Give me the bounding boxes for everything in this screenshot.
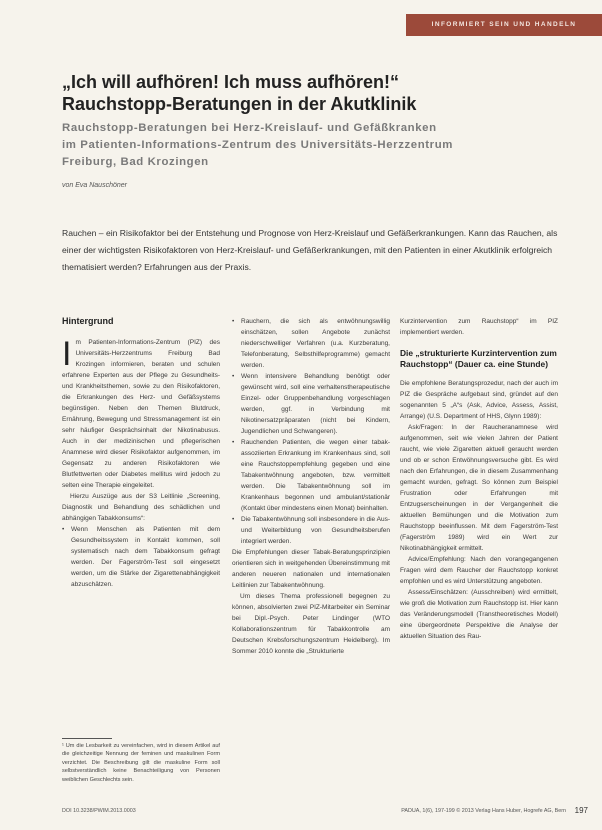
- paragraph: Die empfohlene Beratungsprozedur, nach der auch im PIZ die Gespräche aufgebaut sind, gründet auf den sogenannten 5 „A“s (Ask, Advice, Assess, Assist, Arrange) (U.S. Department of HHS, Glynn 1989):: [400, 380, 558, 420]
- column-3: [400, 316, 558, 642]
- bullet-list: [232, 316, 390, 547]
- paragraph: Hierzu Auszüge aus der S3 Leitlinie „Screening, Diagnostik und Behandlung des schädlichen und abhängigen Tabakkonsums“:: [62, 493, 220, 522]
- column-1: [62, 316, 220, 590]
- paragraph: Um dieses Thema professionell begegnen zu können, absolvierten zwei PIZ-Mitarbeiter ein Seminar bei Dipl.-Psych. Peter Lindinger (WTO Kollaborationszentrum für Tabakkontrolle am Deutschen Krebsforschungszentrum Heidelberg). Im Sommer 2010 konnte die „Strukturierte: [232, 593, 390, 655]
- section-heading-kurzintervention: Die „strukturierte Kurzintervention zum Rauchstopp“ (Dauer ca. eine Stunde): [400, 348, 557, 369]
- list-item: • Wenn intensivere Behandlung benötigt oder gewünscht wird, soll eine verhaltenstherapeutische Einzel- oder Gruppenbehandlung vorgeschlagen werden, ggf. in Verbindung mit Nikotinersatzpräparaten (nicht bei Kindern, Jugendlichen und Schwangeren).: [232, 371, 390, 437]
- drop-cap: I: [62, 335, 72, 373]
- list-item: • Rauchern, die sich als entwöhnungswillig einschätzen, sollen Angebote zunächst niederschwelliger Verfahren (u.a. Kurzberatung, Telefonberatung, Selbsthilfeprogramme) gemacht werden.: [232, 316, 390, 371]
- article-title: [62, 71, 562, 115]
- subtitle-line-3: Freiburg, Bad Krozingen: [62, 156, 209, 168]
- doi-footer: DOI 10.3238/PWIM.2013.0003: [62, 808, 136, 814]
- paragraph: Ask/Fragen: In der Raucheranamnese wird aufgenommen, seit wie vielen Jahren der Patient raucht, wie viele Zigaretten aktuell geraucht werden und ob er schon Entwöhnungsversuche gibt. Es wird nach den Erfahrungen, die in diesem Zusammenhang gemacht wurden, gefragt. So können zum Beispiel Frustration oder Erfahrungen mit Entzugserscheinungen in der Vergangenheit die aktuellen Bemühungen und die Motivation zum Rauchstopp beeinflussen. Mit dem Fagerström-Test (Fagerström 1989) wird ein Wert zur Nikotinabhängigkeit ermittelt.: [400, 424, 558, 552]
- paragraph-text: m Patienten-Informations-Zentrum (PIZ) des Universitäts-Herzzentrums Freiburg Bad Krozingen informieren, beraten und schulen erfahrene Experten aus der Pflege zu Gesundheits- und Krankheitsthemen, sowie zu den Risikofaktoren, die Erkrankungen des Herz- und Gefäßsystems begünstigen. Neben den Themen Blutdruck, Ernährung, Bewegung und Stressmanagement ist ein sehr häufiger Gesprächsinhalt der Nikotinabusus. Auch in der medizinischen und pflegerischen Anamnese wird dieser Risikofaktor aufgenommen, im Gegensatz zu anderen Risikofaktoren wie Blutfettwerten oder Diabetes mellitus wird jedoch zu selten eine Therapie eingeleitet.: [62, 339, 220, 489]
- list-item: • Wenn Menschen als Patienten mit dem Gesundheitssystem in Kontakt kommen, soll systematisch nach dem Tabakkonsum gefragt werden. Der Fagerström-Test soll eingesetzt werden, um die Stärke der Zigarettenabhängigkeit abzuschätzen.: [62, 524, 220, 590]
- page-number: 197: [574, 806, 588, 815]
- footnote-divider: [62, 738, 112, 739]
- journal-footer: PADUA, 1(6), 197-199 © 2013 Verlag Hans Huber, Hogrefe AG, Bern: [401, 808, 566, 814]
- title-line-2: Rauchstopp-Beratungen in der Akutklinik: [62, 94, 417, 114]
- list-item: • Die Tabakentwöhnung soll insbesondere in die Aus- und Weiterbildung von Gesundheitsberufen integriert werden.: [232, 514, 390, 547]
- paragraph: [62, 337, 220, 491]
- footnote: ¹ Um die Lesbarkeit zu vereinfachen, wird in diesem Artikel auf die gleichzeitige Nennung der feminen und maskulinen Form verzichtet. Die Beschreibung gilt die maskuline Form soll selbstverständlich keine Benachteiligung von Personen weiblichen Geschlechts sein.: [62, 743, 220, 783]
- subtitle-line-2: im Patienten-Informations-Zentrum des Universitäts-Herzzentrum: [62, 139, 453, 151]
- list-item: • Rauchenden Patienten, die wegen einer tabak-assoziierten Erkrankung im Krankenhaus sind, soll eine Rauchstoppempfehlung gegeben und eine Tabakentwöhnung angeboten, bzw. vermittelt werden. Die Tabakentwöhnung soll im Krankenhaus begonnen und ambulant/stationär (Kontakt über mindestens einen Monat) beinhalten.: [232, 437, 390, 514]
- section-heading-background: Hintergrund: [62, 316, 114, 326]
- paragraph: Assess/Einschätzen: (Ausschreiben) wird ermittelt, wie groß die Motivation zum Rauchstopp ist. Hier kann das Veränderungsmodell (Transtheoretisches Modell) eine übergeordnete Perspektive die Analyse der aktuellen Situation des Rau-: [400, 589, 558, 640]
- paragraph: Advice/Empfehlung: Nach den vorangegangenen Fragen wird dem Raucher der Rauchstopp konkret empfohlen und es wird Unterstützung angeboten.: [400, 556, 558, 585]
- article-subtitle: [62, 120, 562, 171]
- bullet-list: [62, 524, 220, 590]
- lead-paragraph: Rauchen – ein Risikofaktor bei der Entstehung und Prognose von Herz-Kreislauf und Gefäßerkrankungen. Kann das Rauchen, als einer der wichtigsten Risikofaktoren von Herz-Kreislauf- und Gefäßerkrankungen, mit den Patienten in einer Akutklinik erfolgreich thematisiert werden? Erfahrungen aus der Praxis.: [62, 228, 558, 272]
- subtitle-line-1: Rauchstopp-Beratungen bei Herz-Kreislauf- und Gefäßkranken: [62, 122, 437, 134]
- paragraph: Kurzintervention zum Rauchstopp“ im PIZ implementiert werden.: [400, 318, 558, 336]
- paragraph: Die Empfehlungen dieser Tabak-Beratungsprinzipien orientieren sich in weitgehenden Übereinstimmung mit anderen neueren nationalen und internationalen Leitlinien zur Tabakentwöhnung.: [232, 549, 390, 589]
- title-line-1: „Ich will aufhören! Ich muss aufhören!“: [62, 72, 400, 92]
- section-tag: INFORMIERT SEIN UND HANDELN: [406, 14, 602, 36]
- author-line: von Eva Nauschöner: [62, 182, 127, 189]
- column-2: [232, 316, 390, 657]
